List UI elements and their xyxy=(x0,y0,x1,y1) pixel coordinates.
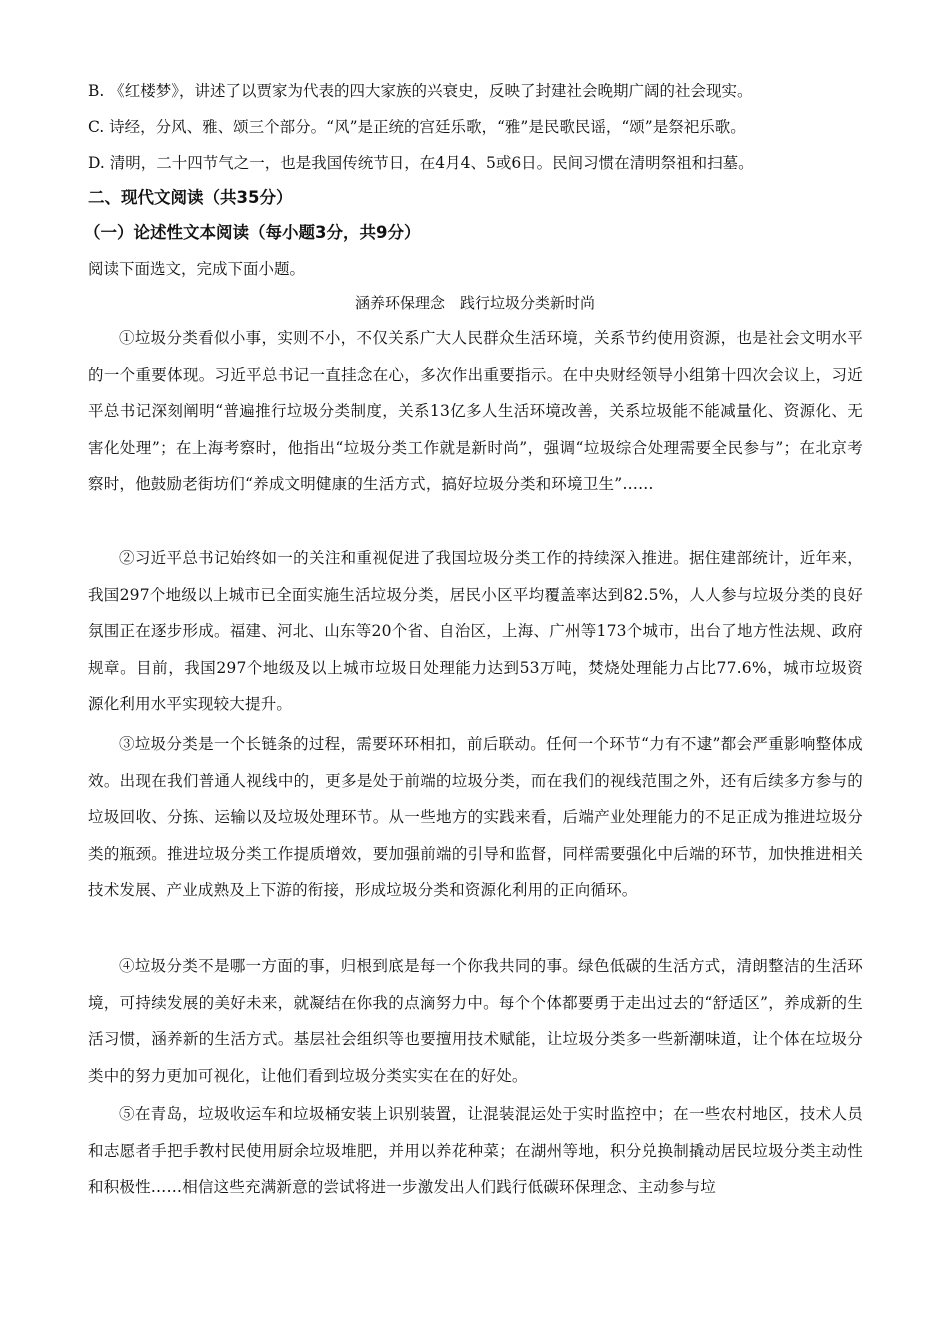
article-title: 涵养环保理念 践行垃圾分类新时尚 xyxy=(354,294,595,312)
article-paragraph-5: ⑤在青岛，垃圾收运车和垃圾桶安装上识别装置，让混装混运处于实时监控中；在一些农村地区，技术人员和志愿者手把手教村民使用厨余垃圾堆肥，并用以养花种菜；在湖州等地，积分兑换制撬动居民垃圾分类主动性和积极性……相信这些充满新意的尝试将进一步激发出人们践行低碳环保理念、主动参与垃 xyxy=(88,1105,863,1196)
article-paragraph-2: ②习近平总书记始终如一的关注和重视促进了我国垃圾分类工作的持续深入推进。据住建部统计，近年来，我国297个地级以上城市已全面实施生活垃圾分类，居民小区平均覆盖率达到82.5%，人人参与垃圾分类的良好氛围正在逐步形成。福建、河北、山东等20个省、自治区，上海、广州等173个城市，出台了地方性法规、政府规章。目前，我国297个地级及以上城市垃圾日处理能力达到53万吨，焚烧处理能力占比77.6%，城市垃圾资源化利用水平实现较大提升。 xyxy=(88,549,863,713)
section-heading: 二、现代文阅读（共35分） xyxy=(88,188,293,207)
section-subheading: （一）论述性文本阅读（每小题3分，共9分） xyxy=(84,223,421,242)
option-b: B. 《红楼梦》，讲述了以贾家为代表的四大家族的兴衰史，反映了封建社会晚期广阔的社会现实。 xyxy=(88,82,753,100)
option-c: C. 诗经，分风、雅、颂三个部分。“风”是正统的宫廷乐歌，“雅”是民歌民谣，“颂”是祭祀乐歌。 xyxy=(88,118,746,136)
article-paragraph-1: ①垃圾分类看似小事，实则不小，不仅关系广大人民群众生活环境，关系节约使用资源，也是社会文明水平的一个重要体现。习近平总书记一直挂念在心，多次作出重要指示。在中央财经领导小组第十四次会议上，习近平总书记深刻阐明“普遍推行垃圾分类制度，关系13亿多人生活环境改善，关系垃圾能不能减量化、资源化、无害化处理”；在上海考察时，他指出“垃圾分类工作就是新时尚”，强调“垃圾综合处理需要全民参与”；在北京考察时，他鼓励老街坊们“养成文明健康的生活方式，搞好垃圾分类和环境卫生”…… xyxy=(88,329,863,493)
option-d: D. 清明，二十四节气之一，也是我国传统节日，在4月4、5或6日。民间习惯在清明祭祖和扫墓。 xyxy=(88,154,754,172)
reading-instruction: 阅读下面选文，完成下面小题。 xyxy=(88,260,306,278)
article-paragraph-4: ④垃圾分类不是哪一方面的事，归根到底是每一个你我共同的事。绿色低碳的生活方式，清朗整洁的生活环境，可持续发展的美好未来，就凝结在你我的点滴努力中。每个个体都要勇于走出过去的“舒适区”，养成新的生活习惯，涵养新的生活方式。基层社会组织等也要擅用技术赋能，让垃圾分类多一些新潮味道，让个体在垃圾分类中的努力更加可视化，让他们看到垃圾分类实实在在的好处。 xyxy=(88,957,863,1085)
article-paragraph-3: ③垃圾分类是一个长链条的过程，需要环环相扣，前后联动。任何一个环节“力有不逮”都会严重影响整体成效。出现在我们普通人视线中的，更多是处于前端的垃圾分类，而在我们的视线范围之外，还有后续多方参与的垃圾回收、分拣、运输以及垃圾处理环节。从一些地方的实践来看，后端产业处理能力的不足正成为推进垃圾分类的瓶颈。推进垃圾分类工作提质增效，要加强前端的引导和监督，同样需要强化中后端的环节，加快推进相关技术发展、产业成熟及上下游的衔接，形成垃圾分类和资源化利用的正向循环。 xyxy=(88,735,863,899)
